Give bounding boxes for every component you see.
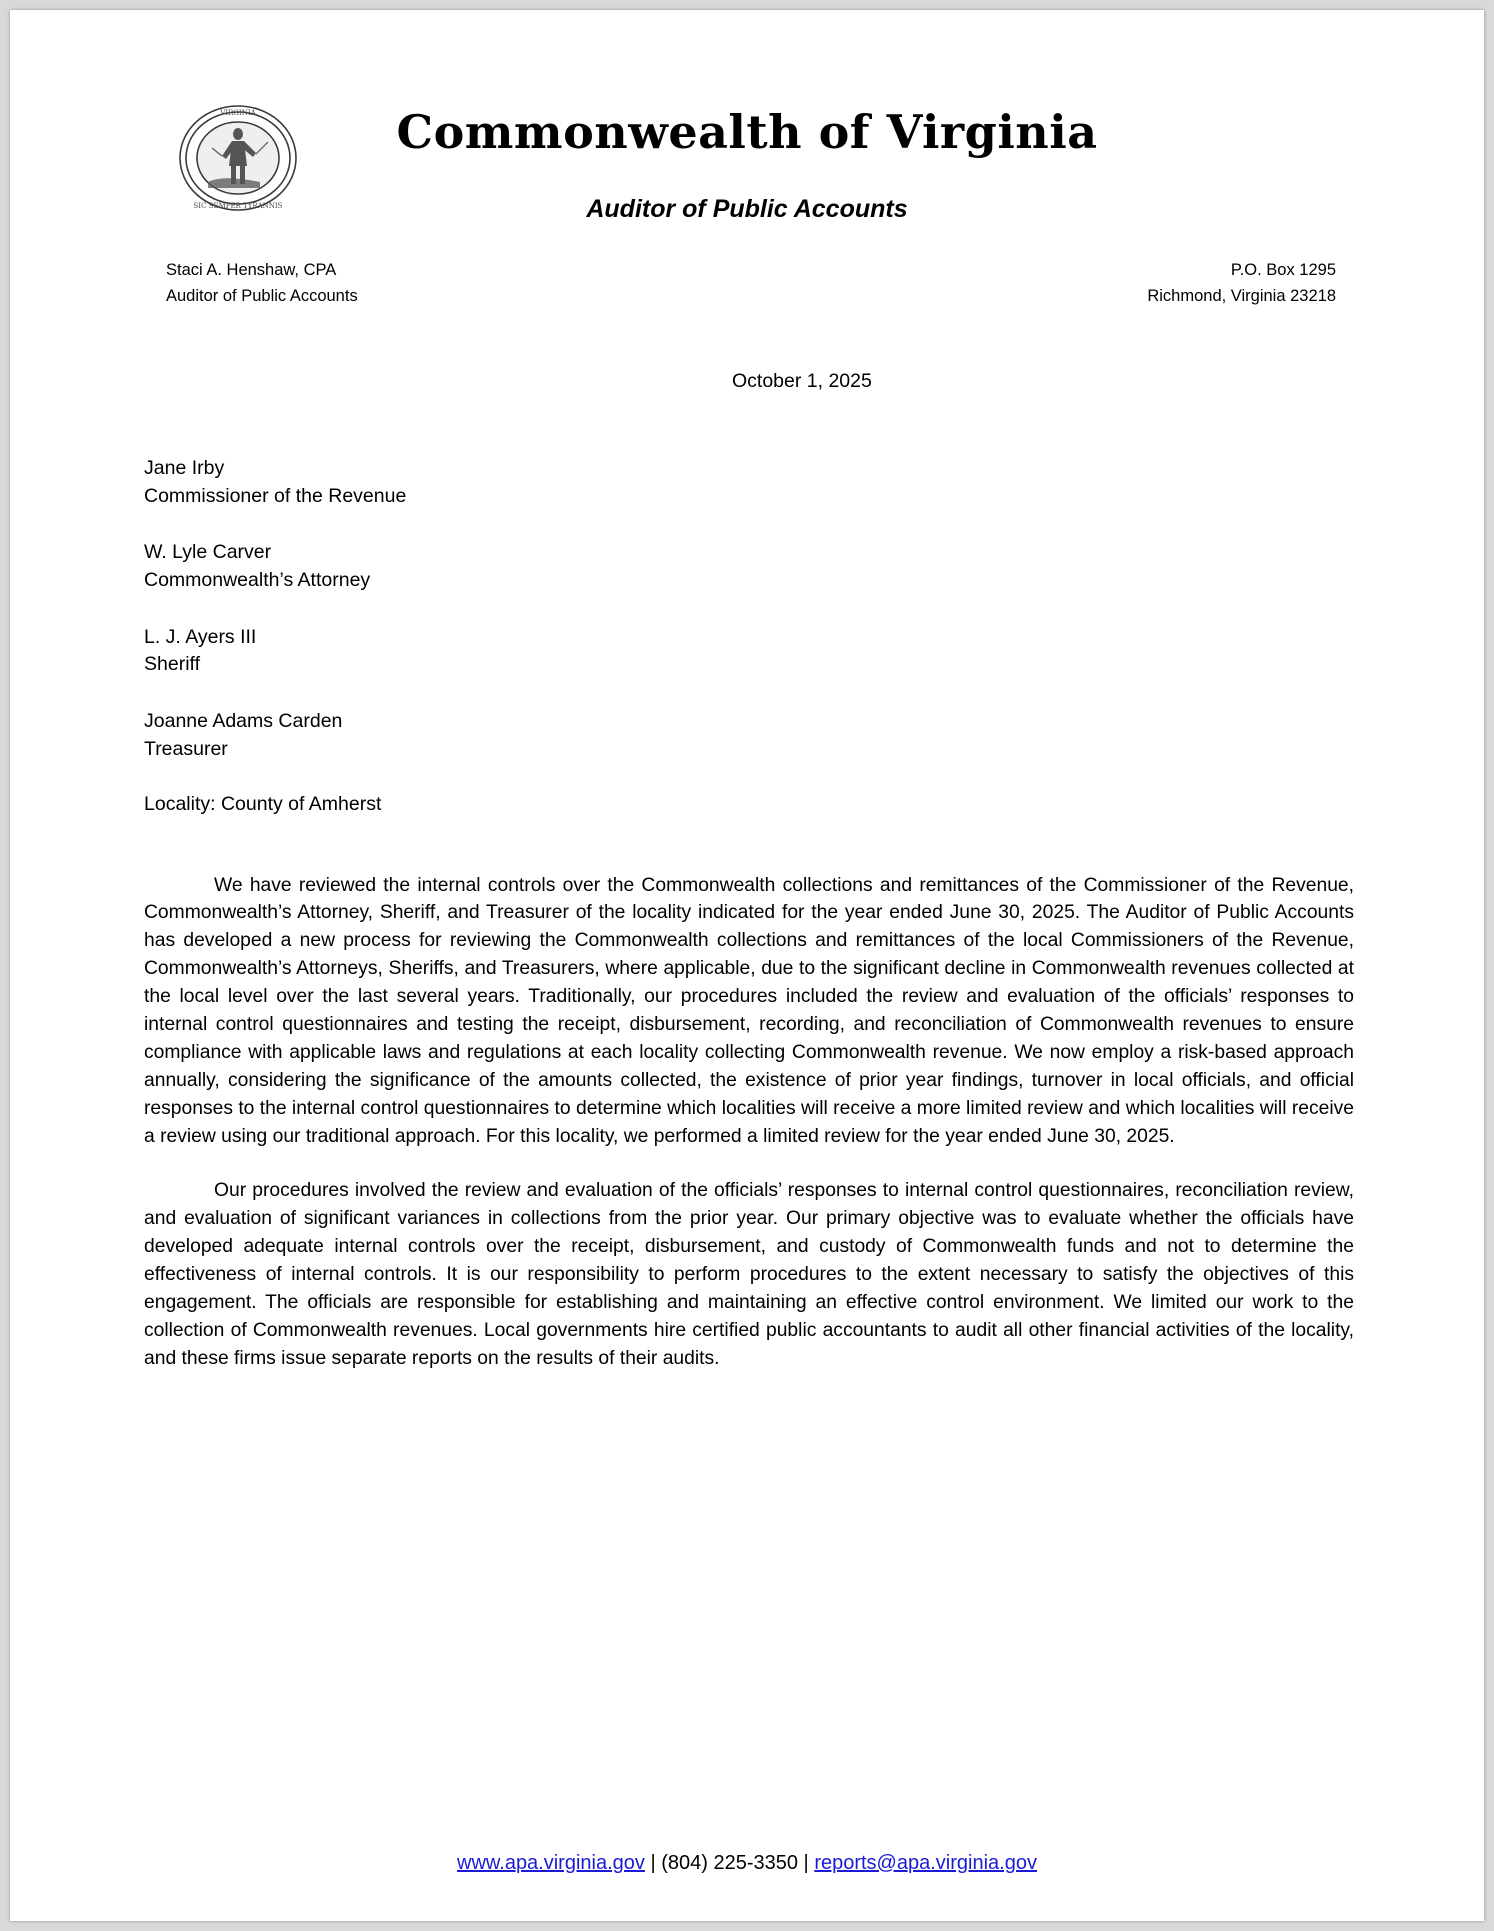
locality-line: Locality: County of Amherst (144, 792, 382, 815)
footer-separator: | (798, 1852, 815, 1874)
auditor-name: Staci A. Henshaw, CPA (166, 261, 337, 279)
letterhead (10, 10, 1484, 305)
office-city-state-zip: Richmond, Virginia 23218 (1147, 286, 1336, 305)
website-link[interactable]: www.apa.virginia.gov (457, 1852, 645, 1874)
recipient-title: Commissioner of the Revenue (144, 484, 407, 507)
recipient-title: Commonwealth’s Attorney (144, 569, 371, 592)
recipient-name: Jane Irby (144, 457, 225, 479)
svg-text:SIC SEMPER TYRANNIS: SIC SEMPER TYRANNIS (193, 202, 283, 210)
page-subtitle: Auditor of Public Accounts (586, 195, 908, 223)
auditor-contact-block (166, 258, 358, 309)
recipient-block (144, 624, 1354, 679)
page-footer (10, 1852, 1484, 1875)
recipient-block (144, 708, 1354, 763)
letter-date: October 1, 2025 (732, 370, 872, 392)
body-paragraph-2: Our procedures involved the review and evaluation of the officials’ responses to internal control questionnaires, reconciliation review, and evaluation of significant variances in collections from the prior year. Our primary objective was to evaluate whether the officials have developed adequate internal controls over the receipt, disbursement, and custody of Commonwealth funds and not to determine the effectiveness of internal controls. It is our responsibility to perform procedures to the extent necessary to satisfy the objectives of this engagement. The officials are responsible for establishing and maintaining an effective control environment. We limited our work to the collection of Commonwealth revenues. Local governments hire certified public accountants to audit all other financial activities of the locality, and these firms issue separate reports on the results of their audits. (144, 1180, 1354, 1369)
footer-separator: | (644, 1852, 662, 1874)
office-address-block (1147, 258, 1336, 309)
letter-body (144, 370, 1354, 1399)
page-title: Commonwealth of Virginia (396, 105, 1098, 159)
phone-number: (804) 225-3350 (661, 1852, 798, 1874)
recipient-title: Treasurer (144, 737, 228, 760)
svg-text:VIRGINIA: VIRGINIA (220, 109, 256, 117)
email-link[interactable]: reports@apa.virginia.gov (814, 1852, 1037, 1874)
recipient-title: Sheriff (144, 653, 201, 676)
recipient-name: W. Lyle Carver (144, 541, 272, 564)
letter-page (10, 10, 1484, 1921)
body-paragraph-1: We have reviewed the internal controls over the Commonwealth collections and remittances of the Commissioner of the Revenue, Commonwealth’s Attorney, Sheriff, and Treasurer of the locality indicated for the year ended June 30, 2025. The Auditor of Public Accounts has developed a new process for reviewing the Commonwealth collections and remittances of the local Commissioners of the Revenue, Commonwealth’s Attorneys, Sheriffs, and Treasurers, where applicable, due to the significant decline in Commonwealth revenues collected at the local level over the last several years. Traditionally, our procedures included the review and evaluation of the officials’ responses to internal control questionnaires and testing the receipt, disbursement, recording, and reconciliation of Commonwealth revenues to ensure compliance with applicable laws and regulations at each locality collecting Commonwealth revenue. We now employ a risk-based approach annually, considering the significance of the amounts collected, the existence of prior year findings, turnover in local officials, and official responses to the internal control questionnaires to determine which localities will receive a more limited review and which localities will receive a review using our traditional approach. For this locality, we performed a limited review for the year ended June 30, 2025. (144, 874, 1354, 1148)
recipient-block (144, 539, 1354, 594)
auditor-title: Auditor of Public Accounts (166, 286, 358, 305)
office-po-box: P.O. Box 1295 (1230, 261, 1336, 279)
recipient-name: L. J. Ayers III (144, 625, 257, 648)
recipient-block (144, 455, 1354, 510)
recipient-name: Joanne Adams Carden (144, 710, 343, 733)
